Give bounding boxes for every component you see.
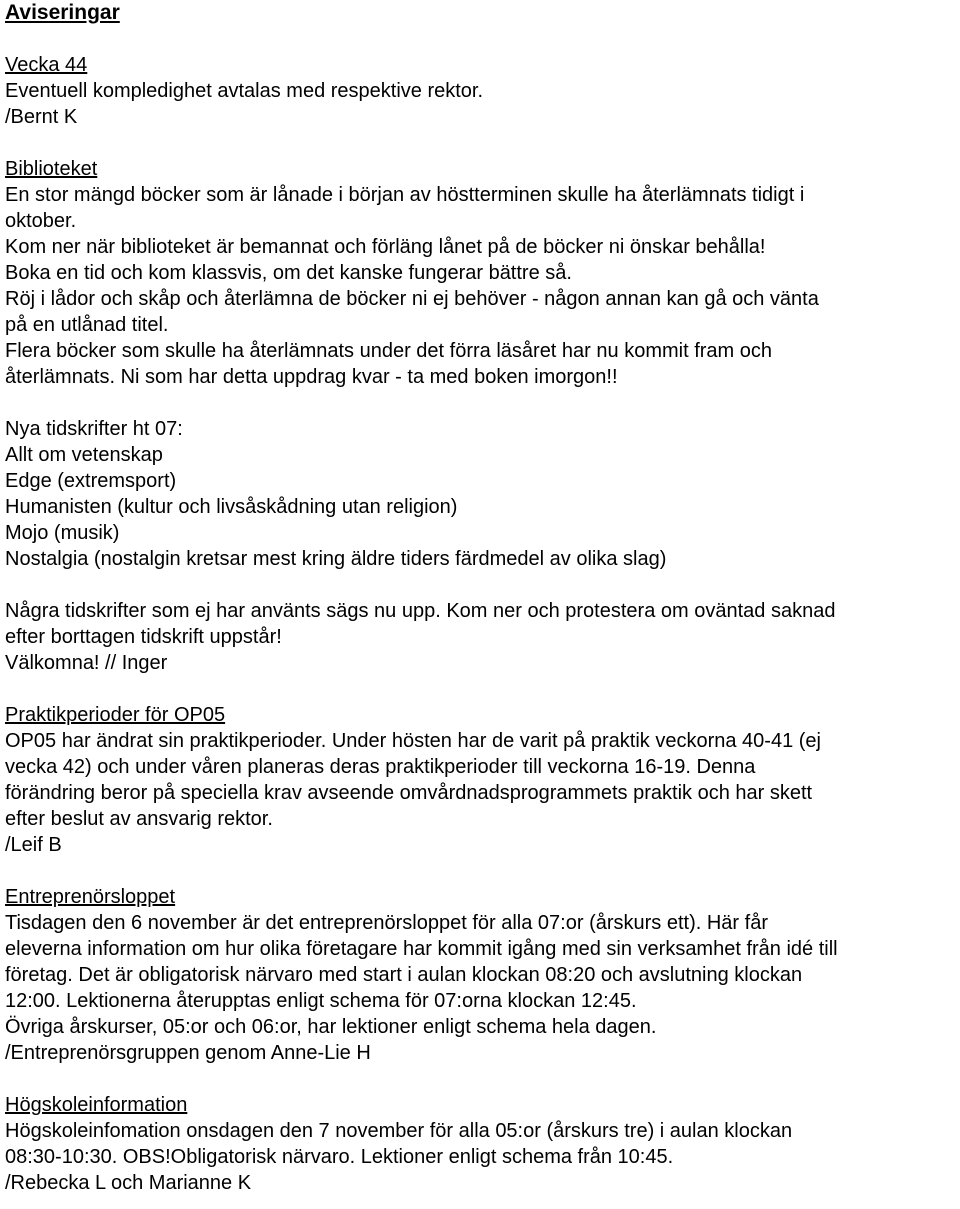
notice-section <box>5 52 960 130</box>
section-spacer <box>5 572 960 598</box>
body-line: Edge (extremsport) <box>5 470 177 492</box>
body-line: Några tidskrifter som ej har använts sägs nu upp. Kom ner och protestera om oväntad saknad <box>5 600 836 622</box>
notices-list <box>5 52 960 1196</box>
notice-section <box>5 1092 960 1196</box>
body-line: 08:30-10:30. OBS!Obligatorisk närvaro. Lektioner enligt schema från 10:45. <box>5 1146 674 1168</box>
body-line: /Bernt K <box>5 106 78 128</box>
notice-section <box>5 416 960 572</box>
notice-section <box>5 598 960 676</box>
body-line: företag. Det är obligatorisk närvaro med start i aulan klockan 08:20 och avslutning klockan <box>5 964 803 986</box>
body-line: på en utlånad titel. <box>5 314 169 336</box>
section-spacer <box>5 676 960 702</box>
body-line: vecka 42) och under våren planeras deras praktikperioder till veckorna 16-19. Denna <box>5 756 756 778</box>
body-line: Humanisten (kultur och livsåskådning utan religion) <box>5 496 458 518</box>
body-line: förändring beror på speciella krav avseende omvårdnadsprogrammets praktik och har skett <box>5 782 813 804</box>
body-line: /Rebecka L och Marianne K <box>5 1172 252 1194</box>
spacer <box>5 26 960 52</box>
body-line: efter beslut av ansvarig rektor. <box>5 808 273 830</box>
body-line: oktober. <box>5 210 77 232</box>
body-line: Nostalgia (nostalgin kretsar mest kring äldre tiders färdmedel av olika slag) <box>5 548 667 570</box>
section-spacer <box>5 390 960 416</box>
body-line: Allt om vetenskap <box>5 444 163 466</box>
section-heading: Praktikperioder för OP05 <box>5 704 226 726</box>
notice-section <box>5 702 960 858</box>
body-line: Välkomna! // Inger <box>5 652 168 674</box>
body-line: Mojo (musik) <box>5 522 120 544</box>
body-line: Nya tidskrifter ht 07: <box>5 418 183 440</box>
body-line: Flera böcker som skulle ha återlämnats under det förra läsåret har nu kommit fram och <box>5 340 772 362</box>
section-heading: Entreprenörsloppet <box>5 886 176 908</box>
body-line: Tisdagen den 6 november är det entreprenörsloppet för alla 07:or (årskurs ett). Här får <box>5 912 768 934</box>
section-heading: Högskoleinformation <box>5 1094 188 1116</box>
notice-section <box>5 884 960 1066</box>
body-line: /Leif B <box>5 834 62 856</box>
body-line: Eventuell kompledighet avtalas med respektive rektor. <box>5 80 484 102</box>
notice-section <box>5 156 960 390</box>
body-line: efter borttagen tidskrift uppstår! <box>5 626 282 648</box>
section-heading: Biblioteket <box>5 158 98 180</box>
body-line: /Entreprenörsgruppen genom Anne-Lie H <box>5 1042 371 1064</box>
body-line: En stor mängd böcker som är lånade i början av höstterminen skulle ha återlämnats tidigt i <box>5 184 805 206</box>
body-line: OP05 har ändrat sin praktikperioder. Under hösten har de varit på praktik veckorna 40-41 (ej <box>5 730 821 752</box>
body-line: Högskoleinfomation onsdagen den 7 november för alla 05:or (årskurs tre) i aulan klockan <box>5 1120 793 1142</box>
body-line: Övriga årskurser, 05:or och 06:or, har lektioner enligt schema hela dagen. <box>5 1016 657 1038</box>
body-line: Röj i lådor och skåp och återlämna de böcker ni ej behöver - någon annan kan gå och vänta <box>5 288 819 310</box>
body-line: Boka en tid och kom klassvis, om det kanske fungerar bättre så. <box>5 262 572 284</box>
section-heading: Vecka 44 <box>5 54 88 76</box>
section-spacer <box>5 858 960 884</box>
body-line: eleverna information om hur olika företagare har kommit igång med sin verksamhet från idé till <box>5 938 838 960</box>
body-line: Kom ner när biblioteket är bemannat och förläng lånet på de böcker ni önskar behålla! <box>5 236 766 258</box>
body-line: återlämnats. Ni som har detta uppdrag kvar - ta med boken imorgon!! <box>5 366 618 388</box>
body-line: 12:00. Lektionerna återupptas enligt schema för 07:orna klockan 12:45. <box>5 990 637 1012</box>
section-spacer <box>5 130 960 156</box>
document-page <box>5 0 960 1196</box>
page-title: Aviseringar <box>5 1 120 24</box>
section-spacer <box>5 1066 960 1092</box>
